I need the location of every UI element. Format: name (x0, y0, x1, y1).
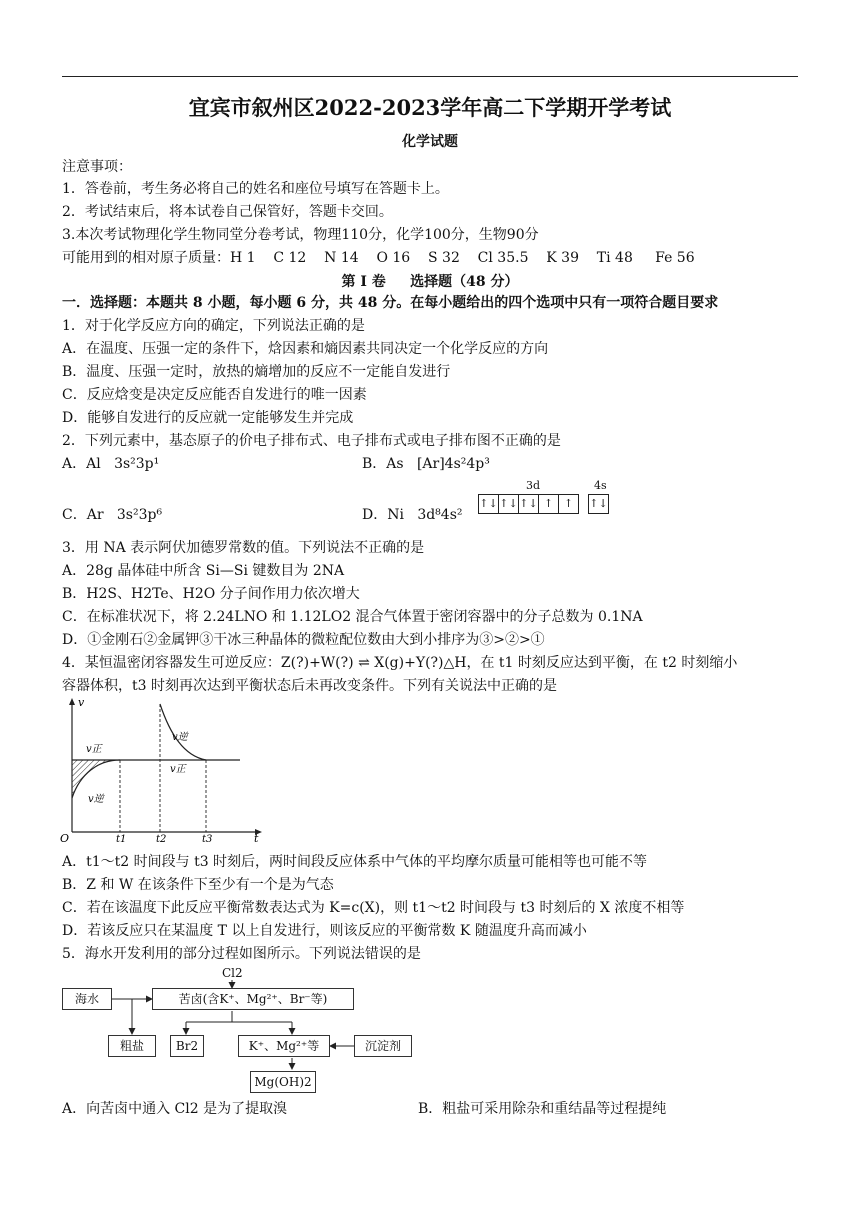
option-c: C．反应焓变是决定反应能否自发进行的唯一因素 (62, 387, 367, 403)
flow-diagram-lines (60, 966, 420, 1096)
tick-t1: t1 (116, 834, 127, 844)
x-axis-label: t (254, 832, 259, 844)
option-b: B．粗盐可采用除杂和重结晶等过程提纯 (418, 1101, 667, 1117)
option-b: B．温度、压强一定时，放热的熵增加的反应不一定能自发进行 (62, 364, 451, 380)
tick-t3: t3 (202, 834, 213, 844)
flow-box-k-mg: K⁺、Mg²⁺等 (238, 1035, 330, 1057)
notice-heading: 注意事项： (62, 159, 132, 175)
orbital-box: ↑↓ (588, 494, 609, 514)
flow-box-br2: Br2 (170, 1035, 204, 1057)
flow-box-mgoh2: Mg(OH)2 (250, 1071, 316, 1093)
notice-item: 2．考试结束后，将本试卷自己保管好，答题卡交回。 (62, 204, 393, 220)
option-a: A．t1～t2 时间段与 t3 时刻后，两时间段反应体系中气体的平均摩尔质量可能相等也可能不等 (62, 854, 648, 870)
y-axis-arrow (69, 698, 75, 705)
orbital-label-4s: 4s (594, 479, 607, 492)
orbital-label-3d: 3d (526, 479, 541, 492)
orbital-diagram-3d (478, 494, 579, 514)
option-a: A．28g 晶体硅中所含 Si—Si 键数目为 2NA (62, 563, 345, 579)
flow-box-precipitant: 沉淀剂 (354, 1035, 412, 1057)
flow-box-bittern: 苦卤(含K⁺、Mg²⁺、Br⁻等) (152, 988, 354, 1010)
notice-item: 1．答卷前，考生务必将自己的姓名和座位号填写在答题卡上。 (62, 181, 449, 197)
option-c: C．若在该温度下此反应平衡常数表达式为 K=c(X)，则 t1～t2 时间段与 t3 时刻后的 X 浓度不相等 (62, 900, 685, 916)
orbital-diagram-4s (588, 494, 609, 514)
page-subtitle: 化学试题 (402, 134, 458, 150)
flow-box-crude-salt: 粗盐 (108, 1035, 156, 1057)
question-stem: 1．对于化学反应方向的确定，下列说法正确的是 (62, 318, 365, 334)
orbital-box: ↑↓ (518, 494, 539, 514)
option-d: D．①金刚石②金属钾③干冰三种晶体的微粒配位数由大到小排序为③>②>① (62, 632, 545, 648)
option-d: D．能够自发进行的反应就一定能够发生并完成 (62, 410, 354, 426)
orbital-box: ↑↓ (478, 494, 499, 514)
v-forward-label: v正 (86, 744, 102, 755)
v-reverse-label-2: v逆 (172, 732, 188, 743)
section-instruction: 一．选择题：本题共 8 小题，每小题 6 分，共 48 分。在每小题给出的四个选项中只有一项符合题目要求 (62, 295, 719, 311)
option-d: D．若该反应只在某温度 T 以上自发进行，则该反应的平衡常数 K 随温度升高而减小 (62, 923, 587, 939)
option-a: A．Al 3s²3p¹ (62, 456, 160, 472)
option-a: A．向苦卤中通入 Cl2 是为了提取溴 (62, 1101, 288, 1117)
atomic-masses: 可能用到的相对原子质量：H 1 C 12 N 14 O 16 S 32 Cl 35.5 K 39 Ti 48 Fe 56 (62, 250, 695, 266)
flow-box-seawater: 海水 (62, 988, 112, 1010)
question-stem: 5．海水开发利用的部分过程如图所示。下列说法错误的是 (62, 946, 421, 962)
top-rule (62, 76, 798, 77)
origin-label: O (60, 832, 70, 844)
notice-item: 3.本次考试物理化学生物同堂分卷考试，物理110分，化学100分，生物90分 (62, 227, 539, 243)
question-stem: 4．某恒温密闭容器发生可逆反应：Z(?)+W(?) ⇌ X(g)+Y(?)△H，在 t1 时刻反应达到平衡，在 t2 时刻缩小 (62, 655, 738, 671)
option-a: A．在温度、压强一定的条件下，焓因素和熵因素共同决定一个化学反应的方向 (62, 341, 549, 357)
tick-t2: t2 (156, 834, 167, 844)
y-axis-label: v (78, 696, 85, 709)
question-stem-cont: 容器体积，t3 时刻再次达到平衡状态后未再改变条件。下列有关说法中正确的是 (62, 678, 557, 694)
question-stem: 3．用 NA 表示阿伏加德罗常数的值。下列说法不正确的是 (62, 540, 425, 556)
page-title: 宜宾市叙州区2022-2023学年高二下学期开学考试 (188, 95, 672, 120)
option-c: C．Ar 3s²3p⁶ (62, 507, 163, 523)
orbital-box: ↑ (558, 494, 579, 514)
option-b: B．As [Ar]4s²4p³ (362, 456, 490, 472)
option-d: D．Ni 3d⁸4s² (362, 507, 463, 523)
v-reverse-label: v逆 (88, 794, 104, 805)
rate-time-graph (58, 694, 270, 844)
v-forward-label-2: v正 (170, 764, 186, 775)
question-stem: 2．下列元素中，基态原子的价电子排布式、电子排布式或电子排布图不正确的是 (62, 433, 561, 449)
orbital-box: ↑ (538, 494, 559, 514)
flow-cl2-label: Cl2 (222, 966, 243, 980)
orbital-box: ↑↓ (498, 494, 519, 514)
option-b: B．Z 和 W 在该条件下至少有一个是为气态 (62, 877, 334, 893)
option-c: C．在标准状况下，将 2.24LNO 和 1.12LO2 混合气体置于密闭容器中的分子总数为 0.1NA (62, 609, 643, 625)
section-title: 第 I 卷 选择题（48 分） (341, 274, 519, 290)
option-b: B．H2S、H2Te、H2O 分子间作用力依次增大 (62, 586, 360, 602)
